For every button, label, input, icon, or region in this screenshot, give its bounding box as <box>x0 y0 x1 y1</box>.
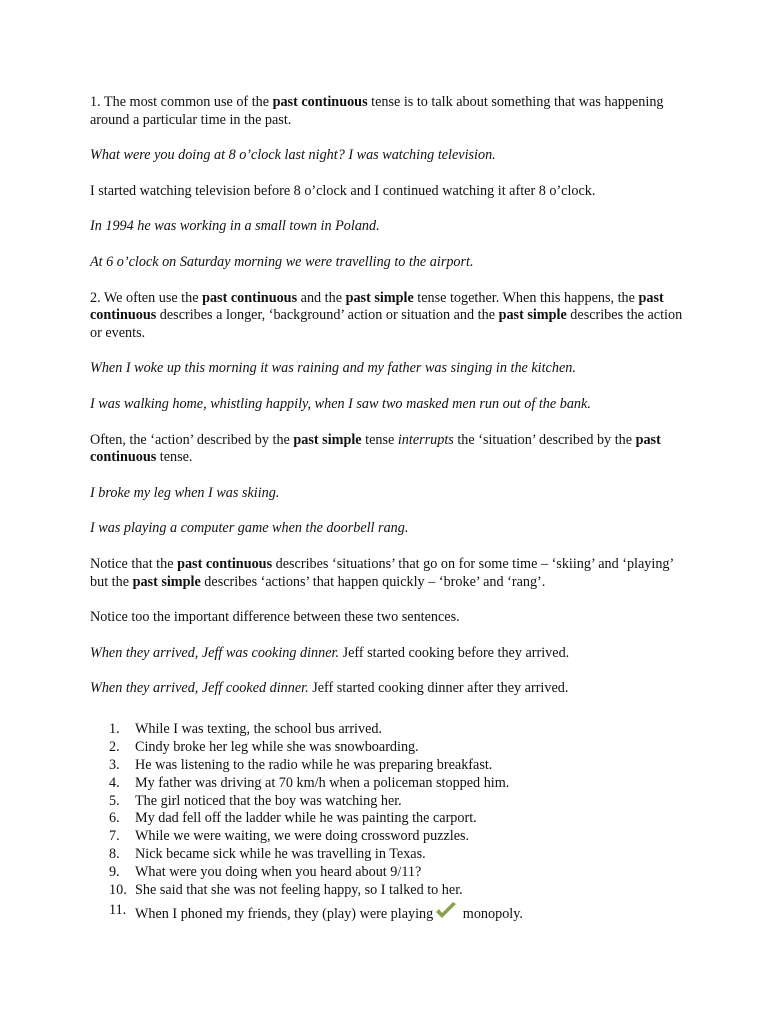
list-item <box>90 793 690 811</box>
text: Often, the ‘action’ described by the <box>90 431 294 448</box>
bold-term: past continuous <box>202 289 298 306</box>
text: 2. We often use the <box>90 289 203 306</box>
text: Notice that the <box>90 555 178 572</box>
paragraph-1 <box>90 94 690 129</box>
text: Jeff started cooking before they arrived. <box>339 644 570 661</box>
paragraph-5: Notice too the important difference between these two sentences. <box>90 609 460 626</box>
list-item <box>90 864 690 882</box>
explanation-1: I started watching television before 8 o’clock and I continued watching it after 8 o’clock. <box>90 182 596 199</box>
list-number: 10. <box>109 882 127 899</box>
example-3: At 6 o’clock on Saturday morning we were travelling to the airport. <box>90 253 474 270</box>
list-item <box>90 775 690 793</box>
bold-term: past simple <box>345 289 414 306</box>
list-item <box>90 739 690 757</box>
list-text: What were you doing when you heard about 9/11? <box>135 864 422 881</box>
text: and the <box>297 289 346 306</box>
list-text: He was listening to the radio while he was preparing breakfast. <box>135 756 493 773</box>
paragraph-4 <box>90 556 690 591</box>
list-text: She said that she was not feeling happy, so I talked to her. <box>135 882 463 899</box>
list-number: 5. <box>109 792 120 809</box>
list-number: 6. <box>109 810 120 827</box>
list-number: 4. <box>109 774 120 791</box>
bold-term: past continuous <box>177 555 273 572</box>
bold-term: past continuous <box>272 94 368 110</box>
text: tense. <box>156 449 193 466</box>
bold-term: past simple <box>498 307 567 324</box>
example-5: I was walking home, whistling happily, when I saw two masked men run out of the bank. <box>90 395 591 412</box>
list-item <box>90 828 690 846</box>
text: describes the action or events. <box>90 307 683 341</box>
paragraph-7 <box>90 680 690 698</box>
list-item <box>90 902 690 920</box>
paragraph-3 <box>90 432 690 467</box>
list-item <box>90 810 690 828</box>
text: describes ‘actions’ that happen quickly – ‘broke’ and ‘rang’. <box>200 573 546 590</box>
text: tense <box>361 431 398 448</box>
example-1: What were you doing at 8 o’clock last night? I was watching television. <box>90 147 496 164</box>
italic-term: interrupts <box>397 431 454 448</box>
italic-sentence: When they arrived, Jeff was cooking dinner. <box>90 644 340 661</box>
document-body <box>90 94 690 716</box>
list-number: 9. <box>109 864 120 881</box>
text: describes a longer, ‘background’ action or situation and the <box>156 307 499 324</box>
list-item <box>90 846 690 864</box>
list-item <box>90 757 690 775</box>
list-number: 7. <box>109 828 120 845</box>
example-6: I broke my leg when I was skiing. <box>90 484 280 501</box>
list-number: 2. <box>109 738 120 755</box>
bold-term: past continuous <box>90 289 664 324</box>
text: the ‘situation’ described by the <box>453 431 636 448</box>
example-2: In 1994 he was working in a small town in Poland. <box>90 218 380 235</box>
paragraph-6 <box>90 645 690 663</box>
list-text: monopoly. <box>459 905 523 922</box>
paragraph-2 <box>90 290 690 343</box>
bold-term: past simple <box>132 573 201 590</box>
numbered-list <box>90 721 690 920</box>
list-text: While I was texting, the school bus arrived. <box>135 721 383 737</box>
list-number: 8. <box>109 846 120 863</box>
list-text: My dad fell off the ladder while he was painting the carport. <box>135 810 477 827</box>
list-item <box>90 721 690 739</box>
italic-sentence: When they arrived, Jeff cooked dinner. <box>90 680 309 697</box>
bold-term: past simple <box>293 431 362 448</box>
list-number: 1. <box>109 721 120 737</box>
checkmark-icon <box>435 902 457 926</box>
list-text: When I phoned my friends, they (play) were playing <box>135 905 434 922</box>
list-item <box>90 882 690 900</box>
example-4: When I woke up this morning it was raining and my father was singing in the kitchen. <box>90 360 576 377</box>
text: tense is to talk about something that was happening around a particular time in the past. <box>90 94 664 128</box>
text: 1. The most common use of the <box>90 94 273 110</box>
list-text: My father was driving at 70 km/h when a policeman stopped him. <box>135 774 510 791</box>
text: tense together. When this happens, the <box>413 289 639 306</box>
text: Jeff started cooking dinner after they arrived. <box>308 680 569 697</box>
list-text: Cindy broke her leg while she was snowboarding. <box>135 738 419 755</box>
list-text: While we were waiting, we were doing crossword puzzles. <box>135 828 470 845</box>
list-number: 11. <box>109 901 127 918</box>
example-7: I was playing a computer game when the doorbell rang. <box>90 520 409 537</box>
list-number: 3. <box>109 756 120 773</box>
bold-term: past continuous <box>90 431 661 466</box>
text: describes ‘situations’ that go on for some time – ‘skiing’ and ‘playing’ but the <box>90 555 674 590</box>
list-text: The girl noticed that the boy was watching her. <box>135 792 402 809</box>
list-text: Nick became sick while he was travelling in Texas. <box>135 846 426 863</box>
